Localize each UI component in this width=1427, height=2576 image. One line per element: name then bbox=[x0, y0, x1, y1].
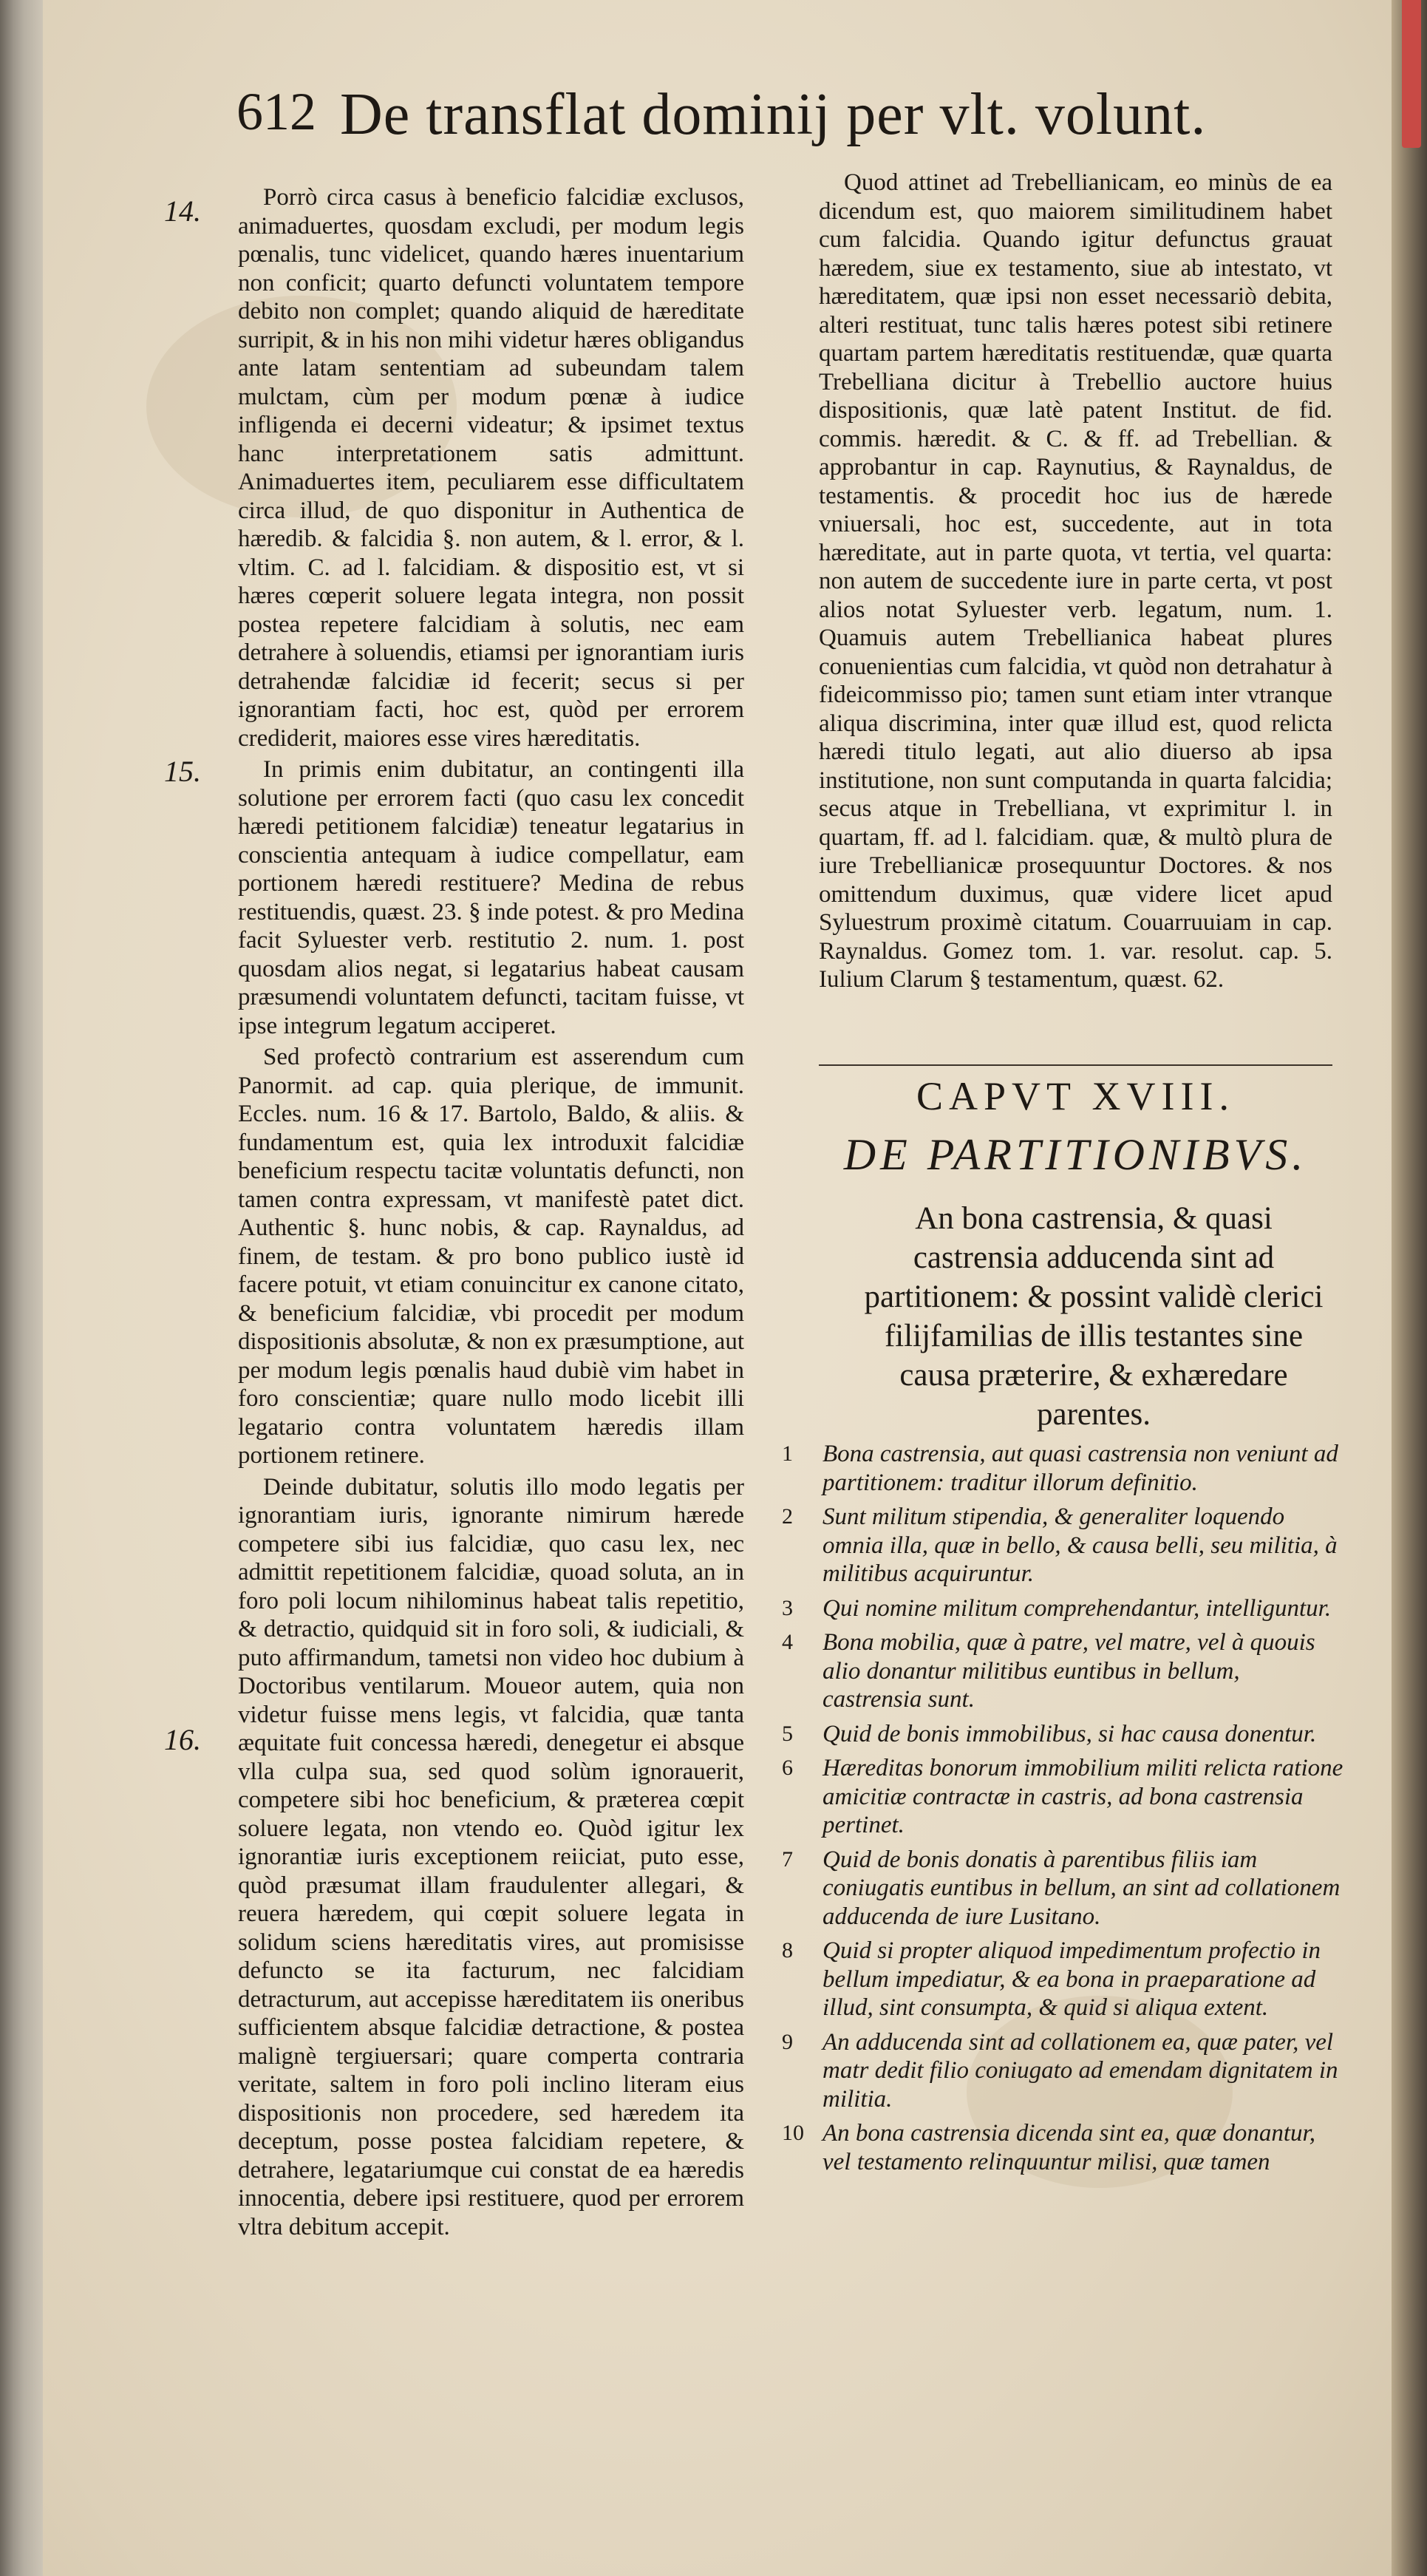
chapter-title: CAPVT XVIII. bbox=[916, 1074, 1235, 1118]
margin-number: 15. bbox=[164, 755, 201, 788]
running-header bbox=[236, 81, 1271, 155]
chapter-rule bbox=[819, 1064, 1332, 1066]
summary-item: 1 Bona castrensia, aut quasi castrensia non veniunt ad partitionem: traditur illorum definitio. bbox=[782, 1441, 1338, 1496]
running-title: De transflat dominij per vlt. volunt. bbox=[340, 82, 1207, 147]
page-edge-right bbox=[1392, 0, 1427, 2576]
summary-list bbox=[782, 1440, 1343, 2182]
paragraph: In primis enim dubitatur, an contingenti illa solutione per errorem facti (quo casu lex concedit hæredi petitionem falcidiæ) teneatur legatarius in conscientia antequam à iudice compellatur, eam portionem hæredi restituere? Medina de rebus restituendis, quæst. 23. § inde potest. & pro Medina facit Syluester verb. restitutio 2. num. 1. post quosdam alios negat, si legatarius habeat causam præsumendi voluntatem defuncti, tacitam fuisse, vt ipse integrum legatum acciperet. bbox=[238, 756, 744, 1039]
summary-item: 3 Qui nomine militum comprehendantur, intelliguntur. bbox=[782, 1594, 1332, 1622]
summary-item: 10 An bona castrensia dicenda sint ea, quæ donantur, vel testamento relinquuntur milisi, quæ tamen bbox=[782, 2120, 1315, 2175]
paragraph: Deinde dubitatur, solutis illo modo legatis per ignorantiam iuris, ignorante nimirum hærede competere sibi ius falcidiæ, quo casu lex, nec admittit repetitionem falcidiæ, quoad soluta, an in foro poli locum nihilominus habeat talis repetitio, & detractio, quidquid sit in foro soli, & iudiciali, & puto affirmandum, tametsi non video hoc dubium à Doctoribus ventilarum. Moueor autem, quia non videtur fuisse mens legis, vt falcidia, quæ tanta æquitate fuit concessa hæredi, denegetur ei absque vlla culpa sua, sed quod solùm ignorauerit, competere sibi hoc beneficium, & præterea cœpit soluere legata, non vtendo eo. Quòd igitur lex ignorantiæ iuris exceptionem reiiciat, puto esse, quòd præsumat illam fraudulenter allegari, & reuera hæredem, qui cœpit soluere legata in solidum sciens hæreditatis vires, aut promisisse defuncto se ita facturum, nec falcidiam detracturum, aut accepisse hæreditatem iis oneribus sufficientem absque falcidiæ detractione, & postea malignè tergiuersari; quare comperta contraria veritate, saltem in foro poli inclino literam eius dispositionis non procedere, sed hæredem ita deceptum, posse postea falcidiam repetere, & detrahere, legatariumque cui constat de ea hæredis innocentia, debere ipsi restituere, quod per errorem vltra debitum accepit. bbox=[238, 1473, 744, 2240]
summary-item: 8 Quid si propter aliquod impedimentum profectio in bellum impediatur, & ea bona in praeparatione ad illud, sint consumpta, & quid si aliqua extent. bbox=[782, 1937, 1321, 2021]
margin-number: 16. bbox=[164, 1723, 201, 1756]
summary-item: 9 An adducenda sint ad collationem ea, quæ pater, vel matr dedit filio coniugato ad emendam dignitatem in militia. bbox=[782, 2028, 1338, 2113]
section-heading: DE PARTITIONIBVS. bbox=[843, 1130, 1308, 1179]
section-subtitle: An bona castrensia, & quasi castrensia adducenda sint ad partitionem: & possint validè clerici filijfamilias de illis testantes sine causa præterire, & exhæredare parentes. bbox=[864, 1201, 1324, 1432]
binding-edge bbox=[0, 0, 44, 2576]
right-column bbox=[819, 169, 1332, 997]
summary-item: 6 Hæreditas bonorum immobilium militi relicta ratione amicitiæ contractæ in castris, ad bona castrensia pertinet. bbox=[782, 1755, 1343, 1838]
margin-number: 14. bbox=[164, 194, 201, 228]
left-column bbox=[238, 183, 744, 2244]
bookmark-tab bbox=[1402, 0, 1421, 148]
paragraph: Porrò circa casus à beneficio falcidiæ exclusos, animaduertes, quosdam excludi, per modum legis pœnalis, tunc videlicet, quando hæres inuentarium non conficit; quarto defuncti voluntatem tempore debito non complet; quando aliquid de hæreditate surripit, & in his non mihi videtur hæres obligandus ante latam sententiam ad subeundam talem mulctam, cùm per modum pœnæ à iudice infligenda ei decerni videatur; & ipsimet textus hanc interpretationem satis admittunt. Animaduertes item, peculiarem esse difficultatem circa illud, de quo disponitur in Authentica de hæredib. & falcidia §. non autem, & l. error, & l. vltim. C. ad l. falcidiam. & dispositio est, vt si hæres cœperit soluere legata integra, non possit postea repetere falcidiam à solutis, nec eam detrahere à soluendis, etiamsi per ignorantiam iuris detrahendæ falcidiæ id fecerit; secus si per ignorantiam facti, hoc est, quòd per errorem crediderit, maiores esse vires hæreditatis. bbox=[238, 184, 744, 752]
summary-item: 7 Quid de bonis donatis à parentibus filiis iam coniugatis euntibus in bellum, an sint ad collationem adducenda de iure Lusitano. bbox=[782, 1846, 1341, 1930]
summary-item: 4 Bona mobilia, quæ à patre, vel matre, vel à quouis alio donantur militibus euntibus in bellum, castrensia sunt. bbox=[782, 1629, 1315, 1713]
summary-item: 5 Quid de bonis immobilibus, si hac causa donentur. bbox=[782, 1720, 1317, 1747]
paragraph: Quod attinet ad Trebellianicam, eo minùs de ea dicendum est, quo maiorem similitudinem habet cum falcidia. Quando igitur defunctus grauat hæredem, siue ex testamento, siue ab intestato, vt hæreditatem, quæ ipsi non esset necessariò debita, alteri restituat, tunc talis hæres potest sibi retinere quartam partem hæreditatis restituendæ, quæ quarta Trebelliana dicitur à Trebellio auctore huius dispositionis, quæ latè patent Institut. de fid. commis. hæredit. & C. & ff. ad Trebellian. & approbantur in cap. Raynutius, & Raynaldus, de testamentis. & procedit hoc ius de hærede vniuersali, hoc est, succedente, aut in tota hæreditate, aut in parte quota, vt tertia, vel quarta: non autem de succedente iure in parte certa, vt post alios notat Syluester verb. legatum, num. 1. Quamuis autem Trebellianica habeat plures conuenientias cum falcidia, vt quòd non detrahatur à fideicommisso pio; tamen sunt etiam inter vtranque aliqua discrimina, inter quæ illud est, quod relicta hæredi titulo legati, aut alio diuerso ab ipsa institutione, non sunt computanda in quarta falcidia; secus atque in Trebelliana, vt exprimitur l. in quartam, ff. ad l. falcidiam. quæ, & multò plura de iure Trebellianicæ prosequuntur Doctores. & nos omittendum duximus, quæ videre licet apud Syluestrum proximè citatum. Couarruuiam in cap. Raynaldus. Gomez tom. 1. var. resolut. cap. 5. Iulium Clarum § testamentum, quæst. 62. bbox=[819, 169, 1332, 993]
summary-item: 2 Sunt militum stipendia, & generaliter loquendo omnia illa, quæ in bello, & causa belli, seu militia, à militibus acquiruntur. bbox=[782, 1503, 1338, 1587]
page-number: 612 bbox=[236, 82, 316, 141]
paragraph: Sed profectò contrarium est asserendum cum Panormit. ad cap. quia plerique, de immunit. Eccles. num. 16 & 17. Bartolo, Baldo, & aliis. & fundamentum est, quia lex introduxit falcidiæ beneficium respectu tacitæ voluntatis defuncti, non tamen contra expressam, vt manifestè patet dict. Authentic §. hunc nobis, & cap. Raynaldus, ad finem, de testam. & pro bono publico iustè id facere potuit, vt etiam conuincitur ex canone citato, & beneficium falcidiæ, vbi procedit per modum dispositionis absolutæ, & non ex præsumptione, aut per modum legis pœnalis haud dubiè vim habet in foro conscientiæ; quare nullo modo licebit illi legatario contra voluntatem hæredis illam portionem retinere. bbox=[238, 1044, 744, 1469]
